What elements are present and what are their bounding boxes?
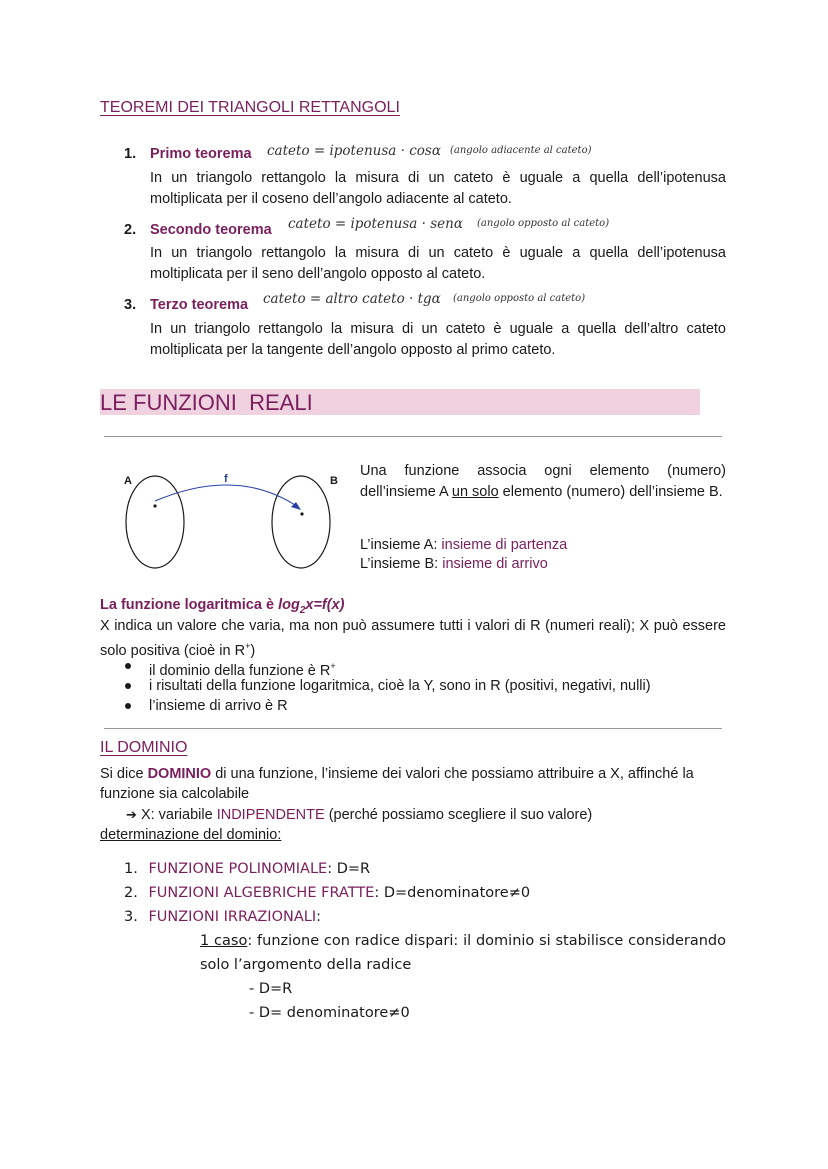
theorem-2-header: [124, 216, 744, 238]
set-b-value: insieme di arrivo: [442, 556, 548, 572]
set-a-line: [360, 536, 726, 555]
function-definition: [360, 461, 726, 503]
case-text: : funzione con radice dispari: il dominio si stabilisce considerando solo l’argomento della radice: [200, 933, 726, 973]
list-item-name: FUNZIONI IRRAZIONALI: [148, 909, 317, 925]
domain-def-text: Si dice: [100, 766, 148, 782]
bullet-icon: [125, 703, 131, 709]
divider: [104, 728, 722, 729]
theorem-3-header: [124, 291, 744, 313]
arrow-right-icon: ➔: [126, 808, 137, 823]
bullet-item: [125, 676, 749, 696]
list-number: 2.: [124, 885, 138, 901]
theorem-number: 3.: [124, 297, 137, 313]
domain-list-item: [124, 881, 530, 905]
divider: [104, 436, 722, 437]
case-sub-item: - D= denominatore≠0: [249, 1005, 410, 1021]
section-title-teoremi: TEOREMI DEI TRIANGOLI RETTANGOLI: [100, 99, 400, 116]
theorem-note: (angolo opposto al cateto): [453, 293, 586, 304]
domain-definition: [100, 764, 726, 804]
domain-def-bold: DOMINIO: [147, 766, 212, 782]
set-a-caption: L’insieme A:: [360, 537, 442, 553]
arrow-text: X: variabile: [140, 807, 217, 823]
log-heading-log: log: [278, 597, 300, 613]
list-number: 3.: [124, 909, 138, 925]
theorem-1-header: [124, 143, 744, 165]
definition-underlined: un solo: [451, 484, 499, 500]
log-paragraph-sup: +: [245, 641, 251, 651]
log-heading-formula: x=f(x): [305, 597, 345, 613]
set-b-line: [360, 555, 726, 574]
theorem-formula: cateto = altro cateto · tgα: [263, 291, 441, 307]
element-point-a: [153, 504, 156, 507]
list-item-name: FUNZIONE POLINOMIALE: [148, 861, 328, 877]
list-item-rest: : D=R: [327, 861, 371, 877]
list-item-rest: : D=denominatore≠0: [374, 885, 531, 901]
domain-list-item: [124, 905, 321, 929]
set-a-value: insieme di partenza: [441, 537, 568, 553]
bullet-icon: [125, 683, 131, 689]
bullet-sup: +: [330, 661, 336, 671]
theorem-formula: cateto = ipotenusa · senα: [288, 216, 463, 232]
bullet-icon: [125, 663, 131, 669]
list-item-rest: :: [316, 909, 321, 925]
theorem-2-text: In un triangolo rettangolo la misura di un cateto è uguale a quella dell’ipotenusa moltiplicata per il seno dell’angolo opposto al cateto.: [150, 245, 726, 282]
definition-text-end: elemento (numero) dell’insieme B.: [498, 484, 723, 500]
domain-def-text-end: di una funzione, l’insieme dei valori che possiamo attribuire a X, affinché la funzione sia calcolabile: [100, 766, 694, 802]
theorem-formula: cateto = ipotenusa · cosα: [267, 143, 441, 159]
domain-determination: determinazione del dominio:: [100, 827, 282, 843]
arrow-highlight: INDIPENDENTE: [216, 807, 325, 823]
log-paragraph-end: ): [250, 642, 256, 659]
bullet-text: il dominio della funzione è R: [149, 662, 331, 679]
set-b-label: B: [330, 475, 338, 487]
bullet-text: i risultati della funzione logaritmica, cioè la Y, sono in R (positivi, negativi, nulli): [149, 678, 651, 694]
function-arrow: [155, 485, 295, 505]
function-diagram: [115, 465, 350, 580]
theorem-number: 1.: [124, 146, 137, 162]
domain-list-item: [124, 857, 370, 881]
theorem-name: Terzo teorema: [150, 297, 249, 313]
case-sub-item: - D=R: [249, 981, 293, 997]
theorem-note: (angolo adiacente al cateto): [450, 145, 592, 156]
bullet-item: [125, 696, 749, 716]
theorem-name: Secondo teorema: [150, 222, 272, 238]
set-b-caption: L’insieme B:: [360, 556, 443, 572]
set-a-label: A: [124, 475, 132, 487]
log-paragraph: [100, 616, 726, 661]
theorem-1-text: In un triangolo rettangolo la misura di un cateto è uguale a quella dell’ipotenusa moltiplicata per il coseno dell’angolo adiacente al cateto.: [150, 170, 726, 207]
theorem-3-text: In un triangolo rettangolo la misura di un cateto è uguale a quella dell’altro cateto moltiplicata per la tangente dell’angolo opposto al primo cateto.: [150, 321, 726, 358]
log-paragraph-text: X indica un valore che varia, ma non può assumere tutti i valori di R (numeri reali); X può essere solo positiva (cioè in R: [100, 618, 726, 659]
section-title-funzioni: LE FUNZIONI REALI: [100, 390, 313, 415]
section-title-dominio: IL DOMINIO: [100, 739, 188, 756]
theorem-note: (angolo opposto al cateto): [477, 218, 610, 229]
log-heading-base: 2: [299, 604, 306, 616]
set-b-ellipse: [272, 476, 330, 568]
theorem-name: Primo teorema: [150, 146, 252, 162]
domain-arrow-line: [126, 805, 726, 826]
theorem-number: 2.: [124, 222, 137, 238]
list-number: 1.: [124, 861, 138, 877]
log-heading-text: La funzione logaritmica è: [100, 597, 279, 613]
definition-text: Una funzione associa ogni elemento (numero) dell’insieme A: [360, 463, 726, 500]
bullet-text: l’insieme di arrivo è R: [149, 698, 288, 714]
irrational-case: [200, 929, 726, 977]
set-a-ellipse: [126, 476, 184, 568]
list-item-name: FUNZIONI ALGEBRICHE FRATTE: [148, 885, 375, 901]
log-heading: [100, 597, 344, 616]
case-label: 1 caso: [200, 933, 248, 949]
arrow-text-end: (perché possiamo scegliere il suo valore): [324, 807, 593, 823]
element-point-b: [300, 512, 303, 515]
function-f-label: f: [224, 473, 228, 485]
